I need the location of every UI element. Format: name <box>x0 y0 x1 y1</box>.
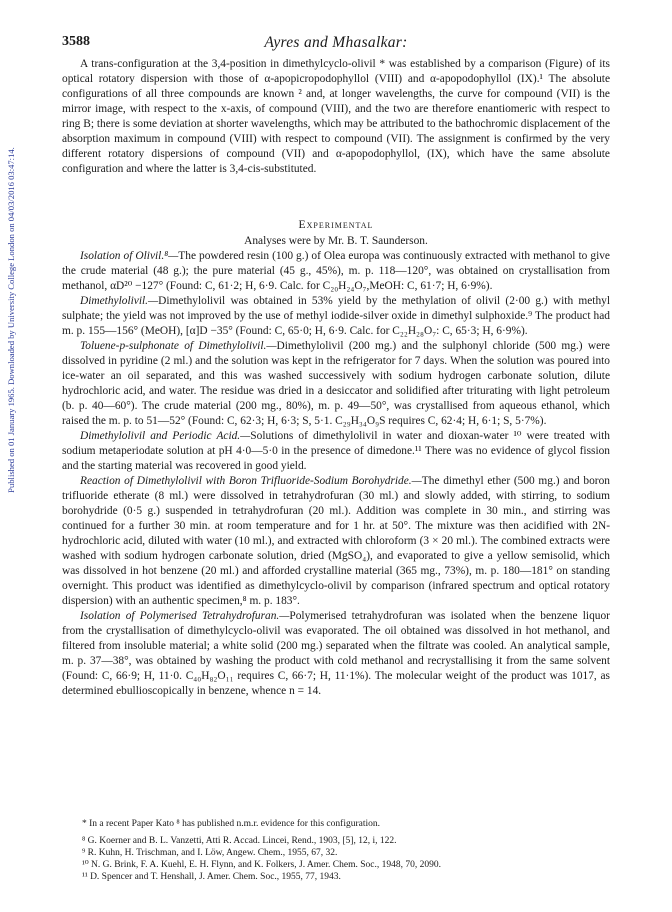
exp-paragraph-title: Isolation of Olivil.⁸— <box>80 250 179 262</box>
sidebar-publication-notice <box>4 110 18 530</box>
exp-paragraph-text: The powdered resin (100 g.) of Olea europa was continuously extracted with methanol to give the crude material (48 g.); the pure material (45 g., 45%), m. p. 118—120°, was obtained on crystallisation from methanol, αD²⁰ −127° (Found: C, 61·2; H, 6·9. Calc. for C₂₀H₂₄O₇,MeOH: C, 61·7; H, 6·9%). <box>62 250 610 292</box>
exp-paragraph <box>62 429 610 474</box>
exp-paragraph-text: Polymerised tetrahydrofuran was isolated when the benzene liquor from the crystallisation of dimethylcyclo-olivil was evaporated. The oil obtained was dissolved in hot methanol, and filtered from insoluble material; a white solid (200 mg.) separated when the filtrate was cooled. An analytical sample, m. p. 37—38°, was obtained by washing the product with cold methanol and recrystallising it from the same solvent (Found: C, 66·9; H, 11·0. C₄₀H₈₂O₁₁ requires C, 66·7; H, 11·1%). The molecular weight of the product was 1017, as determined ebullioscopically in benzene, whence n = 14. <box>62 610 610 697</box>
exp-paragraph <box>62 249 610 294</box>
experimental-heading: Experimental <box>298 218 374 231</box>
exp-paragraph-title: Dimethylolivil and Periodic Acid.— <box>80 430 251 442</box>
exp-paragraph-title: Isolation of Polymerised Tetrahydrofuran.— <box>80 610 290 622</box>
footnote-star: * In a recent Paper Kato ⁸ has published n.m.r. evidence for this configuration. <box>82 819 380 829</box>
reference-8: ⁸ G. Koerner and B. L. Vanzetti, Atti R. Accad. Lincei, Rend., 1903, [5], 12, i, 122. <box>82 836 397 846</box>
exp-paragraph-text: Dimethylolivil was obtained in 53% yield by the methylation of olivil (2·00 g.) with methyl sulphate; the yield was not improved by the use of methyl iodide-silver oxide in dimethyl sulphoxide.⁹ The product had m. p. 155—156° (MeOH), [α]D −35° (Found: C, 65·0; H, 6·9. Calc. for C₂₂H₂₈O₇: C, 65·3; H, 6·9%). <box>62 295 610 337</box>
footnotes <box>62 818 610 883</box>
page-header <box>62 34 610 54</box>
exp-paragraph-title: Toluene-p-sulphonate of Dimethylolivil.— <box>80 340 277 352</box>
exp-paragraph <box>62 339 610 429</box>
reference-9: ⁹ R. Kuhn, H. Trischman, and I. Löw, Angew. Chem., 1955, 67, 32. <box>82 848 338 858</box>
exp-paragraph-title: Dimethylolivil.— <box>80 295 159 307</box>
exp-paragraph <box>62 474 610 609</box>
sidebar-text: Published on 01 January 1965. Downloaded by University College London on 04/03/2016 03:47:14. <box>6 147 16 493</box>
exp-paragraph <box>62 294 610 339</box>
reference-11: ¹¹ D. Spencer and T. Henshall, J. Amer. Chem. Soc., 1955, 77, 1943. <box>82 872 341 882</box>
intro-section <box>62 57 610 177</box>
exp-paragraph-text: The dimethyl ether (500 mg.) and boron trifluoride etherate (8 ml.) were dissolved in tetrahydrofuran (30 ml.) and slowly added, with stirring, to sodium borohydride (0·5 g.) suspended in tetrahydrofuran (20 ml.). Addition was complete in 30 min., and stirring was continued for a further 30 min. at room temperature and for 1 hr. at 50°. The mixture was then acidified with 2N-hydrochloric acid, diluted with water (10 ml.), and extracted with chloroform (3 × 20 ml.). The combined extracts were washed with sodium hydrogen carbonate solution, dried (MgSO₄), and evaporated to give a yellow semisolid, which was dissolved in hot benzene (20 ml.) and afforded crystalline material (365 mg., 73%), m. p. 180—181° on standing overnight. This product was identified as dimethylcyclo-olivil by comparison (infrared spectrum and optical rotatory dispersion) with an authentic specimen,⁸ m. p. 183°. <box>62 475 610 607</box>
running-title: Ayres and Mhasalkar: <box>264 34 408 51</box>
exp-paragraph <box>62 609 610 699</box>
reference-10: ¹⁰ N. G. Brink, F. A. Kuehl, E. H. Flynn, and K. Folkers, J. Amer. Chem. Soc., 1948, 70, 2090. <box>82 860 441 870</box>
exp-paragraph-text: Dimethylolivil (200 mg.) and the sulphonyl chloride (500 mg.) were dissolved in pyridine (2 ml.) and the solution was kept in the refrigerator for 7 days. When the solution was poured into ice-water an oil separated, and this was washed successively with sodium hydrogen carbonate solution, dilute hydrochloric acid, and water. The residue was dried in a desiccator and solidified after triturating with light petroleum (b. p. 40—60°). The crude material (200 mg., 80%), m. p. 49—50°, was crystallised from aqueous ethanol, which raised the m. p. to 51—52° (Found: C, 62·3; H, 6·3; S, 5·1. C₂₉H₃₄O₉S requires C, 62·4; H, 6·1; S, 5·7%). <box>62 340 610 427</box>
experimental-section <box>62 201 610 699</box>
analyses-note: Analyses were by Mr. B. T. Saunderson. <box>244 235 428 247</box>
exp-paragraph-text: Solutions of dimethylolivil in water and dioxan-water ¹⁰ were treated with sodium metaperiodate solution at pH 4·0—5·0 in the presence of dimedone.¹¹ There was no evidence of glycol fission and the starting material was recovered in good yield. <box>62 430 610 472</box>
intro-paragraph: A trans-configuration at the 3,4-position in dimethylcyclo-olivil * was established by a comparison (Figure) of its optical rotatory dispersion with those of α-apopicropodophyllol (VIII) and α-apopodophyllol (IX).¹ The absolute configurations of all three compounds are known ² and, at longer wavelengths, the curve for compound (VII) is the mirror image, with respect to the x-axis, of compound (VIII), and the two are therefore enantiomeric with respect to ring B; there is some deviation at shorter wavelengths, which may be attributed to the bathochromic displacement of the absorption maximum in compound (VIII) with respect to compound (VII). The assignment is confirmed by the very different rotatory dispersions of compound (VII) and α-apopodophyllol, (IX), which have the same absolute configuration and where the latter is 3,4-cis-substituted. <box>62 58 610 175</box>
page-number: 3588 <box>62 34 90 49</box>
exp-paragraph-title: Reaction of Dimethylolivil with Boron Trifluoride-Sodium Borohydride.— <box>80 475 422 487</box>
